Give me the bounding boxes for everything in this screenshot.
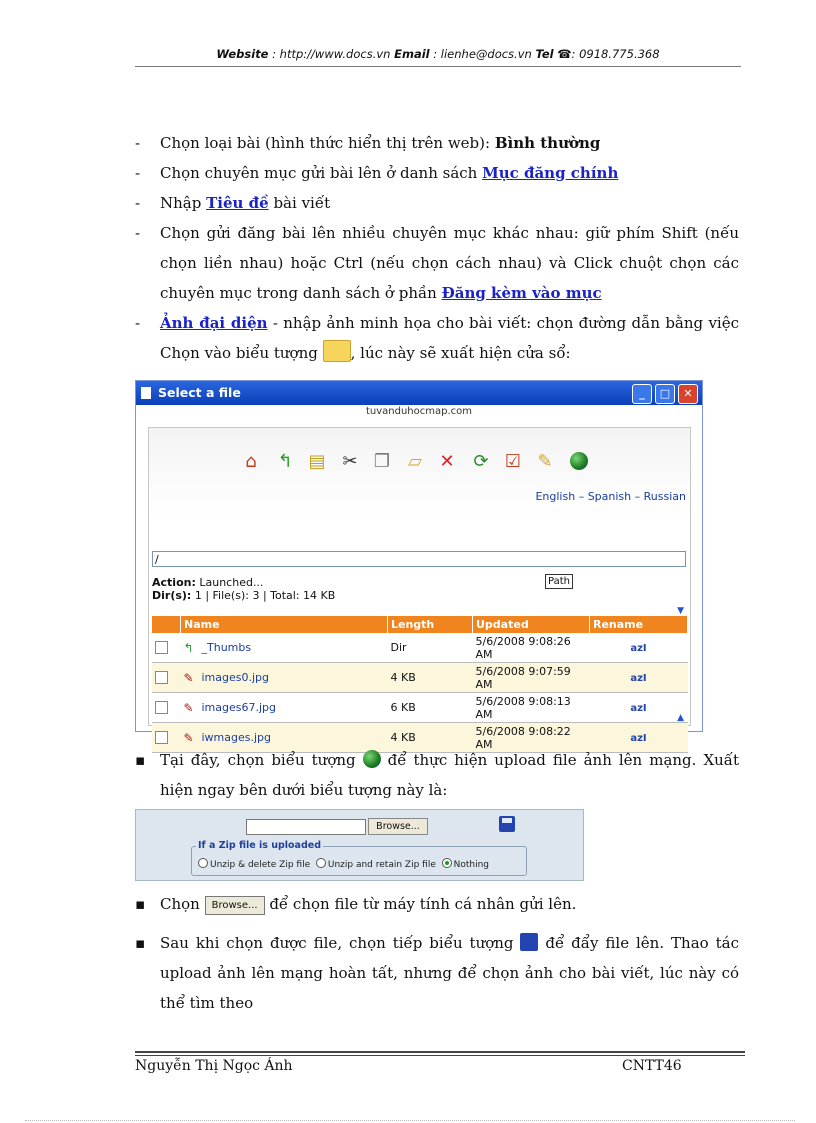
refresh-icon[interactable]: ⟳ xyxy=(473,451,489,472)
muc-dang-chinh-link[interactable]: Mục đăng chính xyxy=(482,164,619,182)
col-rename: Rename xyxy=(590,616,688,633)
page-header xyxy=(135,47,741,61)
copy-icon[interactable]: ❐ xyxy=(373,451,391,472)
email-label: Email xyxy=(394,47,430,61)
bullet-dash: - xyxy=(135,134,141,152)
item-text: Sau khi chọn được file, chọn tiếp biểu tượng xyxy=(160,934,521,952)
delete-icon[interactable]: ✕ xyxy=(439,451,455,472)
radio-unzip-retain[interactable] xyxy=(316,858,326,868)
file-icon xyxy=(141,387,151,399)
browse-button[interactable]: Browse... xyxy=(368,818,428,835)
list-item xyxy=(135,308,739,368)
col-name[interactable]: Name xyxy=(181,616,388,633)
list-item xyxy=(135,128,739,158)
table-row xyxy=(152,633,688,663)
file-name[interactable]: images0.jpg xyxy=(201,670,270,684)
bullet-square: ▪ xyxy=(135,934,146,952)
home-icon[interactable]: ⌂ xyxy=(245,451,257,472)
website-label: Website xyxy=(216,47,269,61)
summary-value: 1 | File(s): 3 | Total: 14 KB xyxy=(191,589,336,602)
radio-nothing[interactable] xyxy=(442,858,452,868)
footer-rule xyxy=(135,1051,745,1053)
item-text: Chọn xyxy=(160,895,205,913)
lang-sep: – xyxy=(631,490,644,503)
status-text xyxy=(152,576,335,602)
zip-legend: If a Zip file is uploaded xyxy=(198,840,322,851)
save-icon xyxy=(520,933,538,951)
language-links xyxy=(535,490,686,503)
upload-panel xyxy=(135,809,584,881)
list-item xyxy=(135,745,739,805)
edit-folder-icon[interactable]: ✎ xyxy=(537,451,553,472)
file-browser xyxy=(148,427,691,751)
row-checkbox[interactable] xyxy=(155,731,168,744)
item-text: Nhập xyxy=(160,194,207,212)
rename-icon[interactable]: azI xyxy=(630,673,647,684)
item-text: - nhập ảnh minh họa cho bài viết: chọn đường dẫn bằng việc Chọn vào biểu tượng xyxy=(160,314,740,362)
bullet-dash: - xyxy=(135,224,141,242)
summary-label: Dir(s): xyxy=(152,589,192,602)
item-text: Tại đây, chọn biểu tượng xyxy=(160,751,363,769)
item-bold: Bình thường xyxy=(494,134,601,152)
file-input[interactable] xyxy=(246,819,366,835)
scroll-up-icon[interactable]: ▲ xyxy=(677,713,684,723)
footer-author: Nguyễn Thị Ngọc Ánh xyxy=(135,1058,293,1074)
lang-english[interactable]: English xyxy=(535,490,576,503)
action-value: Launched... xyxy=(195,576,264,589)
save-icon[interactable] xyxy=(499,816,515,832)
zip-options xyxy=(198,858,489,870)
footer-rule xyxy=(135,1055,745,1056)
select-icon[interactable]: ☑ xyxy=(504,451,522,472)
tel-label: Tel xyxy=(535,47,554,61)
bullet-square: ▪ xyxy=(135,751,146,769)
item-tail: để chọn file từ máy tính cá nhân gửi lên. xyxy=(264,895,577,913)
image-file-icon: ✎ xyxy=(183,670,194,685)
folder-icon xyxy=(323,340,351,362)
file-length: Dir xyxy=(388,633,473,663)
up-folder-icon[interactable]: ↰ xyxy=(277,451,293,472)
file-length: 4 KB xyxy=(388,663,473,693)
new-folder-icon[interactable]: ▤ xyxy=(308,451,326,472)
file-table xyxy=(152,616,688,753)
item-tail: bài viết xyxy=(268,194,331,212)
file-updated: 5/6/2008 9:08:22 AM xyxy=(473,723,590,753)
minimize-button[interactable]: _ xyxy=(632,384,652,404)
list-item xyxy=(135,188,739,218)
opt-label: Unzip & delete Zip file xyxy=(210,860,311,870)
lang-russian[interactable]: Russian xyxy=(643,490,686,503)
maximize-button[interactable]: □ xyxy=(655,384,675,404)
tel-value: ☎: 0918.775.368 xyxy=(553,47,660,61)
dialog-titlebar xyxy=(136,381,702,405)
table-row xyxy=(152,693,688,723)
tieu-de-link[interactable]: Tiêu đề xyxy=(206,194,269,212)
item-tail: , lúc này sẽ xuất hiện cửa sổ: xyxy=(350,344,571,362)
header-rule xyxy=(135,66,741,67)
list-item xyxy=(135,889,739,919)
list-item xyxy=(135,928,739,1018)
opt-label: Nothing xyxy=(453,860,489,870)
dialog-title: Select a file xyxy=(158,385,241,400)
opt-label: Unzip and retain Zip file xyxy=(327,860,436,870)
website-value: : http://www.docs.vn xyxy=(268,47,395,61)
toolbar xyxy=(149,428,690,518)
list-item xyxy=(135,218,739,308)
table-row xyxy=(152,663,688,693)
image-file-icon: ✎ xyxy=(183,700,194,715)
dialog-host: tuvanduhocmap.com xyxy=(365,406,473,417)
path-input[interactable]: / xyxy=(152,551,686,567)
col-length[interactable]: Length xyxy=(388,616,473,633)
bullet-dash: - xyxy=(135,314,141,332)
item-tail: để thực hiện upload file ảnh lên mạng. Xuất hiện ngay bên dưới biểu tượng này là: xyxy=(160,751,739,799)
rename-icon[interactable]: azI xyxy=(630,733,647,744)
page-edge xyxy=(25,1120,795,1121)
bullet-dash: - xyxy=(135,194,141,212)
email-value: : lienhe@docs.vn xyxy=(429,47,536,61)
upload-globe-icon[interactable] xyxy=(569,452,589,472)
item-tail: để đẩy file lên. Thao tác upload ảnh lên mạng hoàn tất, nhưng để chọn ảnh cho bài viết, lúc này có thể tìm theo xyxy=(160,934,739,1012)
file-name[interactable]: _Thumbs xyxy=(201,640,252,654)
row-checkbox[interactable] xyxy=(155,701,168,714)
lang-sep: – xyxy=(575,490,588,503)
bullet-dash: - xyxy=(135,164,141,182)
scroll-down-icon[interactable]: ▼ xyxy=(677,606,684,616)
file-updated: 5/6/2008 9:07:59 AM xyxy=(473,663,590,693)
row-checkbox[interactable] xyxy=(155,641,168,654)
browse-button-image: Browse... xyxy=(205,896,265,915)
file-updated: 5/6/2008 9:08:26 AM xyxy=(473,633,590,663)
item-text: Chọn chuyên mục gửi bài lên ở danh sách xyxy=(160,164,483,182)
cut-icon[interactable]: ✂ xyxy=(342,451,358,472)
folder-icon: ↰ xyxy=(183,640,194,655)
list-item xyxy=(135,158,739,188)
dang-kem-link[interactable]: Đăng kèm vào mục xyxy=(441,284,602,302)
file-updated: 5/6/2008 9:08:13 AM xyxy=(473,693,590,723)
select-file-dialog xyxy=(135,380,703,751)
path-tooltip: Path xyxy=(545,574,573,589)
close-button[interactable]: ✕ xyxy=(678,384,698,404)
file-length: 6 KB xyxy=(388,693,473,723)
item-text: Chọn loại bài (hình thức hiển thị trên web): xyxy=(160,134,495,152)
item-text: Chọn gửi đăng bài lên nhiều chuyên mục khác nhau: giữ phím Shift (nếu chọn liền nhau) hoặc Ctrl (nếu chọn cách nhau) và Click chuột chọn các chuyên mục trong danh sách ở phần xyxy=(160,224,739,302)
bullet-square: ▪ xyxy=(135,895,146,913)
rename-icon[interactable]: azI xyxy=(630,643,647,654)
radio-unzip-delete[interactable] xyxy=(198,858,208,868)
globe-icon xyxy=(363,750,381,768)
col-updated[interactable]: Updated xyxy=(473,616,590,633)
footer-class: CNTT46 xyxy=(622,1058,682,1074)
row-checkbox[interactable] xyxy=(155,671,168,684)
action-label: Action: xyxy=(152,576,196,589)
anh-dai-dien-link[interactable]: Ảnh đại diện xyxy=(160,314,268,332)
image-file-icon: ✎ xyxy=(183,730,194,745)
file-length: 4 KB xyxy=(388,723,473,753)
paste-icon[interactable]: ▱ xyxy=(408,451,422,472)
file-name[interactable]: images67.jpg xyxy=(201,700,277,714)
file-name[interactable]: iwmages.jpg xyxy=(201,730,272,744)
header-check xyxy=(152,616,181,633)
rename-icon[interactable]: azI xyxy=(630,703,647,714)
lang-spanish[interactable]: Spanish xyxy=(587,490,632,503)
